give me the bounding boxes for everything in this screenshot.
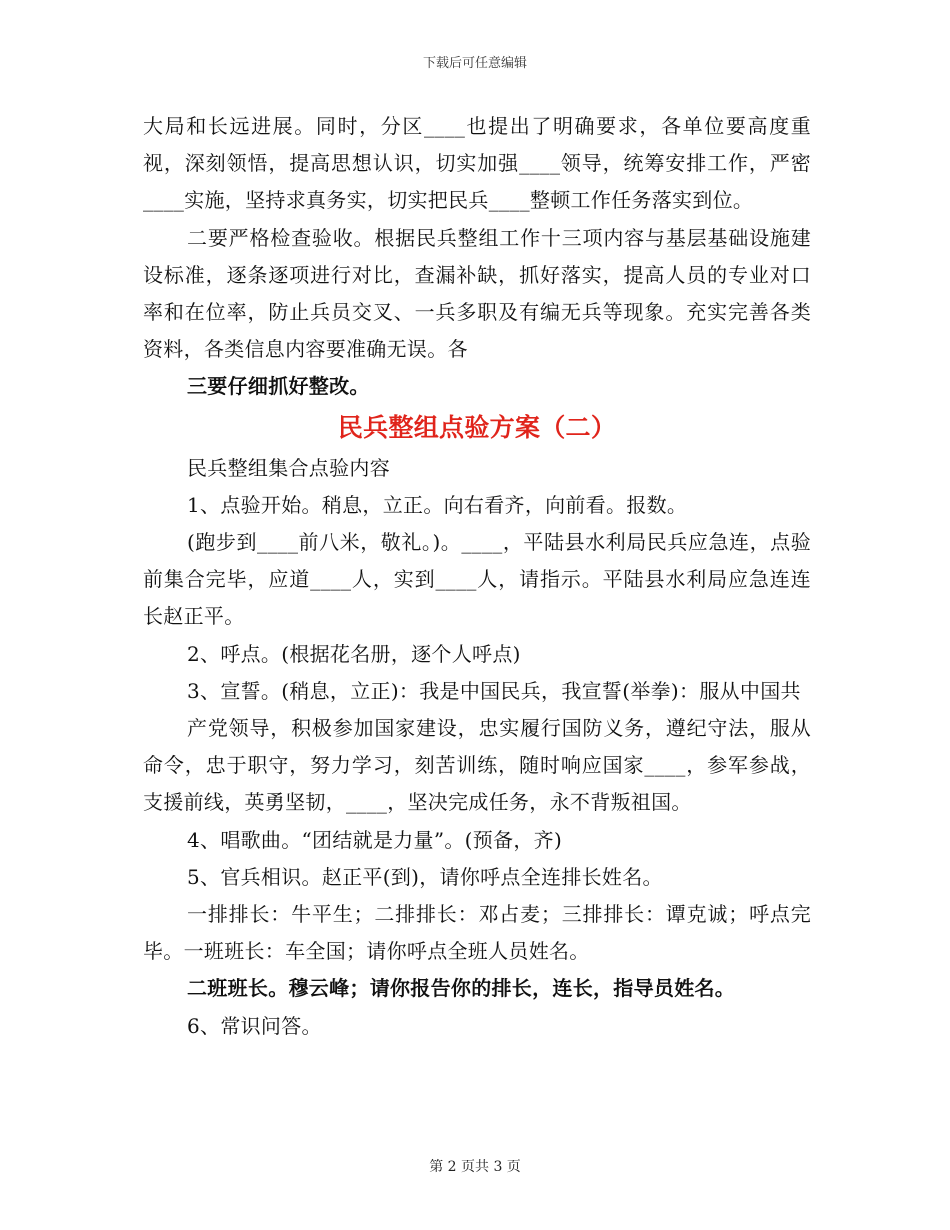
paragraph: 三要仔细抓好整改。 [187,374,370,399]
paragraph: 产党领导，积极参加国家建设，忠实履行国防义务，遵纪守法，服从命令，忠于职守，努力学习，刻苦训练，随时响应国家____，参军参战，支援前线，英勇坚韧，____，坚决完成任务，永不背叛祖国。 [143,716,811,815]
paragraph: (跑步到____前八米，敬礼。)。____，平陆县水利局民兵应急连，点验前集合完毕，应道____人，实到____人，请指示。平陆县水利局应急连连长赵正平。 [143,530,811,629]
paragraph: 1、点验开始。稍息，立正。向右看齐，向前看。报数。 [187,492,688,517]
document-body [143,108,811,1045]
paragraph: 2、呼点。(根据花名册，逐个人呼点) [187,641,521,666]
paragraph: 一排排长：牛平生；二排排长：邓占麦；三排排长：谭克诚；呼点完毕。一班班长：车全国；请你呼点全班人员姓名。 [143,902,811,964]
paragraph: 二班班长。穆云峰；请你报告你的排长，连长，指导员姓名。 [187,976,736,1001]
paragraph: 二要严格检查验收。根据民兵整组工作十三项内容与基层基础设施建设标准，逐条逐项进行对比，查漏补缺，抓好落实，提高人员的专业对口率和在位率，防止兵员交叉、一兵多职及有编无兵等现象。充实完善各类资料，各类信息内容要准确无误。各 [143,225,811,362]
paragraph: 民兵整组集合点验内容 [187,455,390,480]
page-footer: 第 2 页共 3 页 [429,1159,521,1175]
paragraph: 大局和长远进展。同时，分区____也提出了明确要求，各单位要高度重视，深刻领悟，提高思想认识，切实加强____领导，统筹安排工作，严密____实施，坚持求真务实，切实把民兵____整顿工作任务落实到位。 [143,114,811,213]
paragraph: 6、常识问答。 [187,1013,322,1038]
paragraph: 3、宣誓。(稍息，立正)：我是中国民兵，我宣誓(举拳)：服从中国共 [187,678,801,703]
paragraph: 5、官兵相识。赵正平(到)，请你呼点全连排长姓名。 [187,864,663,889]
paragraph: 4、唱歌曲。“团结就是力量”。(预备，齐) [187,827,563,852]
section-title: 民兵整组点验方案（二） [337,412,617,442]
page-header: 下载后可任意编辑 [422,56,527,71]
